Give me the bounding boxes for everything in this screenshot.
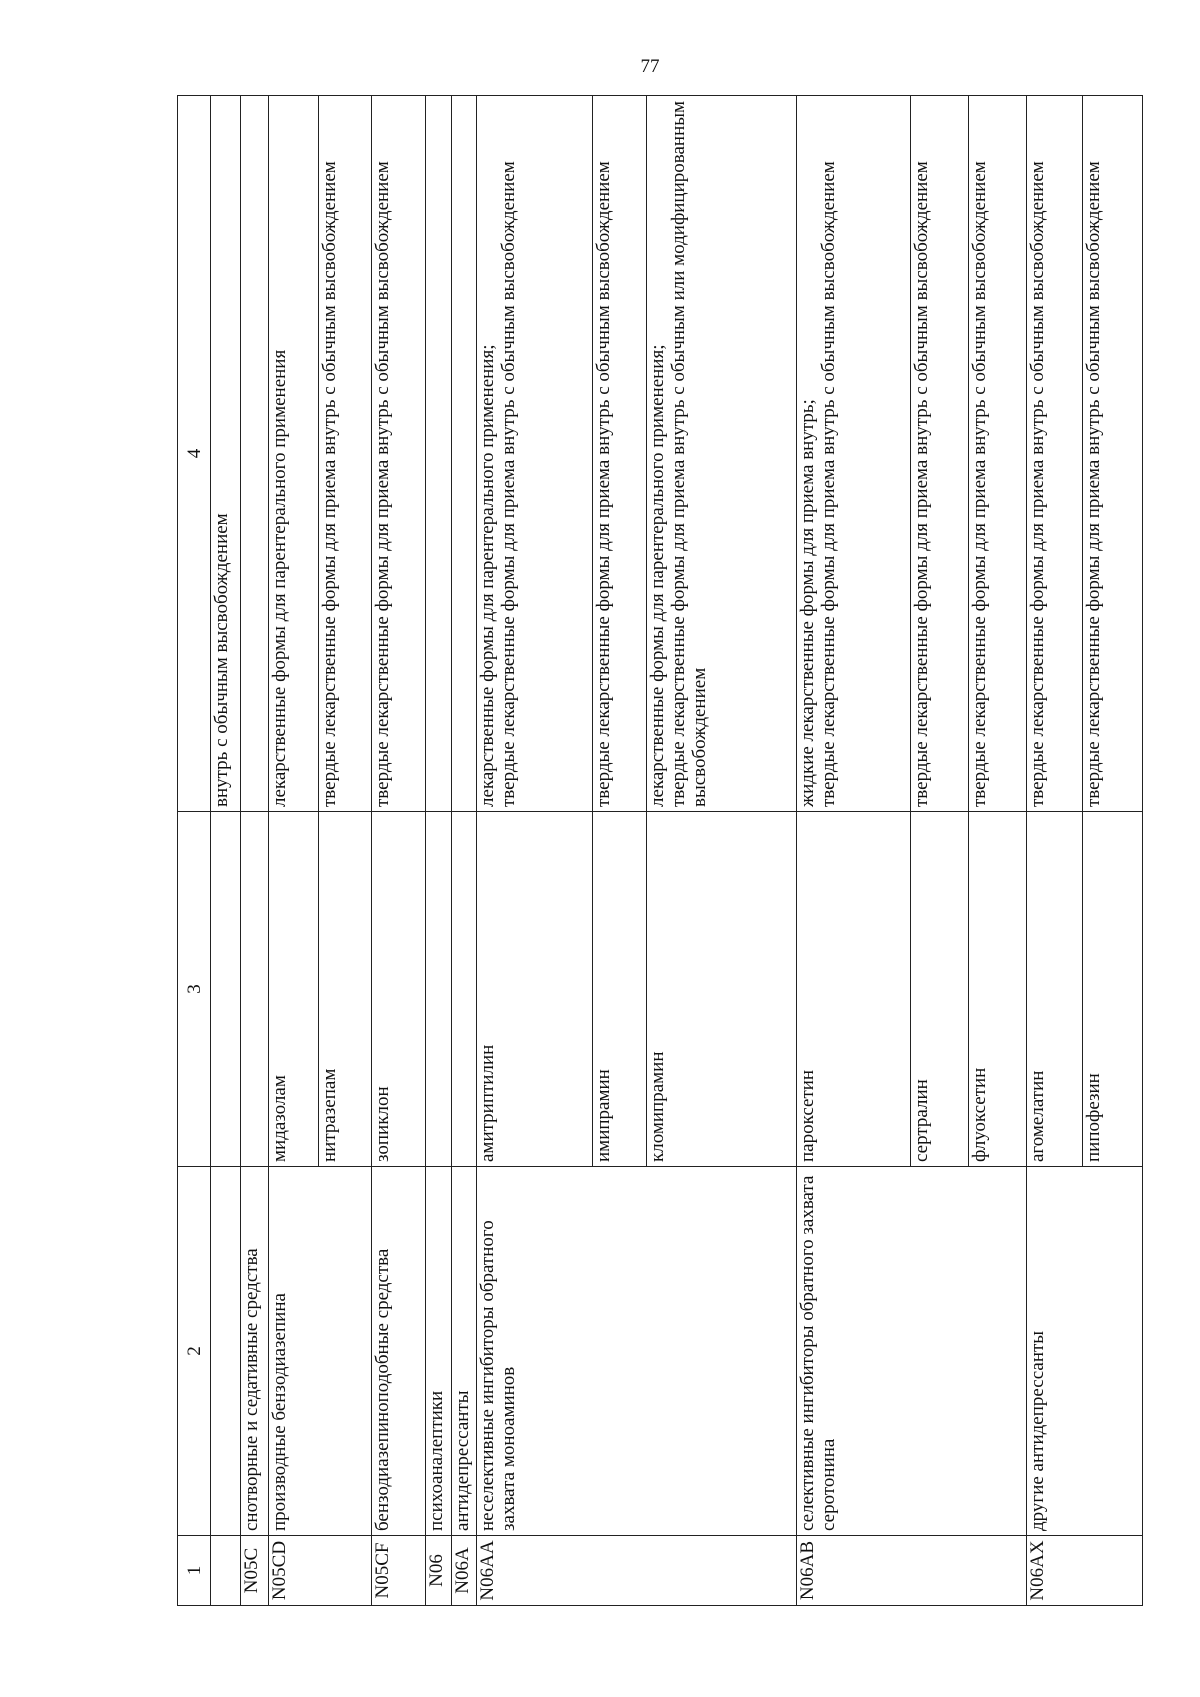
code-cell: N06A [451,1536,477,1606]
drug-list-table [177,95,1143,1606]
header-cell-4: 4 [178,96,211,812]
table-row [269,96,318,1606]
form-cell: твердые лекарственные формы для приема внутрь с обычным высвобождением [1026,96,1082,812]
header-cell-1: 1 [178,1536,211,1606]
group-cell: психоаналептики [425,1167,451,1536]
table-header-row [178,96,211,1606]
group-cell: селективные ингибиторы обратного захвата серотонина [797,1167,1027,1536]
form-cell: жидкие лекарственные формы для приема внутрь; твердые лекарственные формы для приема внутрь с обычным высвобождением [797,96,911,812]
code-cell: N05CD [269,1536,372,1606]
drug-cell: пипофезин [1082,812,1142,1167]
form-cell: лекарственные формы для парентерального применения; твердые лекарственные формы для приема внутрь с обычным высвобождением [477,96,593,812]
table-row [425,96,451,1606]
page-number: 77 [640,56,660,77]
drug-cell: мидазолам [269,812,318,1167]
drug-cell: имипрамин [593,812,647,1167]
drug-cell: флуоксетин [968,812,1026,1167]
group-cell: неселективные ингибиторы обратного захвата моноаминов [477,1167,797,1536]
group-cell [211,1167,241,1536]
form-cell [451,96,477,812]
table-row [797,96,911,1606]
drug-cell: кломипрамин [646,812,796,1167]
table-row [372,96,426,1606]
form-cell: твердые лекарственные формы для приема внутрь с обычным высвобождением [1082,96,1142,812]
code-cell: N06AX [1026,1536,1142,1606]
drug-cell: зопиклон [372,812,426,1167]
form-cell: твердые лекарственные формы для приема внутрь с обычным высвобождением [318,96,372,812]
group-cell: антидепрессанты [451,1167,477,1536]
drug-cell [451,812,477,1167]
table-row [477,96,593,1606]
drug-cell: агомелатин [1026,812,1082,1167]
code-cell: N05CF [372,1536,426,1606]
form-cell: твердые лекарственные формы для приема внутрь с обычным высвобождением [372,96,426,812]
form-cell: твердые лекарственные формы для приема внутрь с обычным высвобождением [911,96,969,812]
group-cell: другие антидепрессанты [1026,1167,1142,1536]
drug-cell: пароксетин [797,812,911,1167]
form-cell: лекарственные формы для парентерального применения; твердые лекарственные формы для приема внутрь с обычным или модифицированным высвобождением [646,96,796,812]
form-cell: твердые лекарственные формы для приема внутрь с обычным высвобождением [593,96,647,812]
form-cell [241,96,269,812]
form-cell [425,96,451,812]
form-cell: внутрь с обычным высвобождением [211,96,241,812]
drug-cell [241,812,269,1167]
header-cell-2: 2 [178,1167,211,1536]
table-row [211,96,241,1606]
rotated-table-wrapper [177,96,1143,1606]
drug-cell: амитриптилин [477,812,593,1167]
table-row [241,96,269,1606]
table-row [1026,96,1082,1606]
drug-cell [425,812,451,1167]
drug-cell [211,812,241,1167]
table-row [451,96,477,1606]
group-cell: снотворные и седативные средства [241,1167,269,1536]
code-cell: N06AB [797,1536,1027,1606]
code-cell: N05C [241,1536,269,1606]
drug-cell: нитразепам [318,812,372,1167]
code-cell [211,1536,241,1606]
form-cell: лекарственные формы для парентерального применения [269,96,318,812]
header-cell-3: 3 [178,812,211,1167]
code-cell: N06 [425,1536,451,1606]
group-cell: бензодиазепиноподобные средства [372,1167,426,1536]
group-cell: производные бензодиазепина [269,1167,372,1536]
drug-cell: сертралин [911,812,969,1167]
code-cell: N06AA [477,1536,797,1606]
form-cell: твердые лекарственные формы для приема внутрь с обычным высвобождением [968,96,1026,812]
